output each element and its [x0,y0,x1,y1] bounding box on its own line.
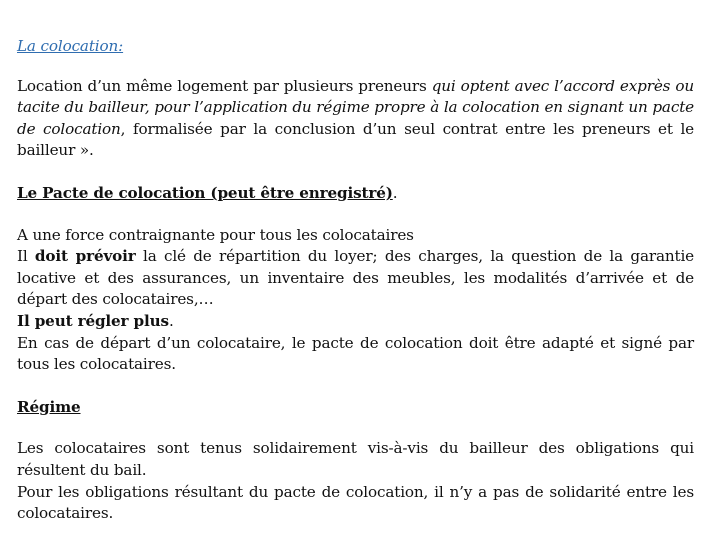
pacte-depart-paragraph: En cas de départ d’un colocataire, le pacte de colocation doit être adapté et signé par tous les colocataires. [17,333,694,374]
regime-heading-line [17,397,694,419]
pacte-heading-line [17,183,694,205]
pacte-doit-prevoir-rest: la clé de répartition du loyer; des charges, la question de la garantie locative et des assurances, un inventaire des meubles, les modalités d’arrivée et de départ des colocataires,… [17,247,695,309]
pacte-doit-prevoir-bold: doit prévoir [34,247,136,266]
pacte-doit-prevoir-paragraph [17,246,694,311]
pacte-heading: Le Pacte de colocation (peut être enregistré) [17,183,393,202]
pacte-force-line: A une force contraignante pour tous les colocataires [17,225,414,244]
pacte-heading-suffix: . [392,183,398,202]
heading-la-colocation: La colocation: [17,37,124,55]
definition-text-italic: qui optent avec l’accord exprès ou tacite du bailleur, pour l’application du régime propre à la colocation en signant un pacte de colocation [17,76,694,138]
definition-paragraph [17,76,694,162]
regime-solidarity-paragraph: Les colocataires sont tenus solidairement vis-à-vis du bailleur des obligations qui résultent du bail. [17,439,694,479]
regime-no-solidarity-paragraph: Pour les obligations résultant du pacte de colocation, il n’y a pas de solidarité entre les colocataires. [17,482,694,523]
pacte-doit-prefix: Il [17,247,35,266]
regime-heading: Régime [17,397,81,416]
pacte-peut-regler-line [17,311,694,333]
pacte-peut-regler-bold: Il peut régler plus [17,311,169,330]
pacte-peut-regler-suffix: . [168,311,174,330]
definition-text-end: , formalisée par la conclusion d’un seul contrat entre les preneurs et le bailleur ». [17,119,695,160]
document-page [17,36,694,525]
definition-text-start: Location d’un même logement par plusieurs preneurs [17,76,432,95]
